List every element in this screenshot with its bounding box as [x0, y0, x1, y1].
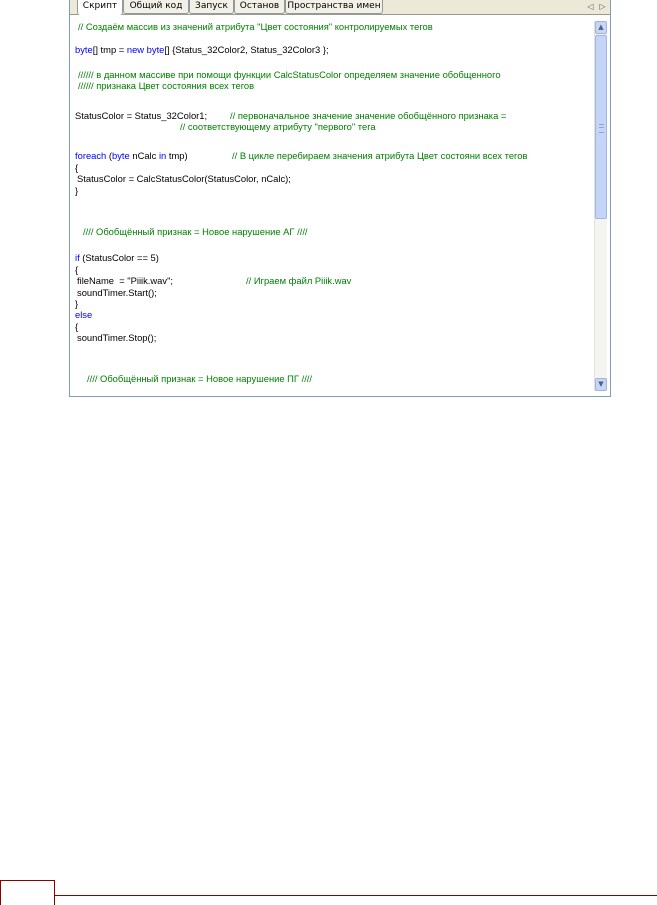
arrow-right-icon[interactable]: ▷: [599, 2, 606, 11]
code-text: [] {Status_32Color2, Status_32Color3 };: [164, 44, 329, 55]
code-line: [75, 44, 329, 55]
code-text: [] tmp =: [92, 44, 127, 55]
code-comment: // В цикле перебираем значения атрибута Цвет состояни всех тегов: [232, 150, 528, 161]
keyword: foreach: [75, 150, 107, 161]
tab-common-code[interactable]: Общий код: [123, 0, 189, 14]
code-line: [75, 252, 159, 263]
keyword: in: [158, 150, 167, 161]
keyword: byte: [112, 150, 130, 161]
code-text: (: [106, 150, 113, 161]
code-line: fileName = "Piiik.wav";: [77, 275, 174, 286]
code-line: }: [75, 298, 79, 309]
code-line: ////// в данном массиве при помощи функции CalcStatusColor определяем значение обобщенного: [78, 69, 501, 80]
grip-icon: [599, 124, 604, 133]
page-number-box: [0, 880, 55, 905]
code-comment: // соответствующему атрибуту "первого" тега: [180, 121, 376, 132]
code-line: else: [75, 309, 93, 320]
code-line: //// Обобщённый признак = Новое нарушение АГ ////: [83, 226, 308, 237]
script-editor-window: [69, 0, 611, 397]
code-comment: // первоначальное значение значение обобщённого признака =: [230, 110, 507, 121]
scroll-up-icon[interactable]: ▲: [595, 21, 607, 34]
code-comment: // Играем файл Piiik.wav: [246, 275, 352, 286]
code-line: StatusColor = Status_32Color1;: [75, 110, 208, 121]
code-area[interactable]: [75, 21, 591, 393]
vertical-scrollbar[interactable]: [594, 21, 607, 391]
keyword: if: [75, 252, 80, 263]
tab-stop[interactable]: Останов: [234, 0, 285, 14]
scroll-down-icon[interactable]: ▼: [595, 378, 607, 391]
code-line: [75, 150, 188, 161]
code-line: {: [75, 264, 79, 275]
arrow-left-icon[interactable]: ◁: [587, 2, 594, 11]
code-text: nCalc: [129, 150, 159, 161]
code-text: (StatusColor == 5): [79, 252, 159, 263]
code-line: soundTimer.Stop();: [77, 332, 157, 343]
code-line: {: [75, 321, 79, 332]
code-line: soundTimer.Start();: [77, 287, 157, 298]
keyword: byte: [75, 44, 93, 55]
tab-bar: [70, 0, 610, 15]
code-text: tmp): [166, 150, 188, 161]
keyword: new byte: [126, 44, 165, 55]
tab-start[interactable]: Запуск: [189, 0, 234, 14]
code-line: ////// признака Цвет состояния всех тегов: [78, 80, 255, 91]
code-line: //// Обобщённый признак = Новое нарушение ПГ ////: [87, 373, 313, 384]
tab-namespaces[interactable]: Пространства имен: [285, 0, 383, 14]
code-line: }: [75, 185, 79, 196]
code-line: StatusColor = CalcStatusColor(StatusColor, nCalc);: [77, 173, 291, 184]
tab-script[interactable]: Скрипт: [77, 0, 123, 15]
footer-rule: [55, 895, 657, 896]
code-line: // Создаём массив из значений атрибута "Цвет состояния" контролируемых тегов: [78, 21, 433, 32]
code-line: {: [75, 162, 79, 173]
scrollbar-thumb[interactable]: [595, 35, 607, 219]
